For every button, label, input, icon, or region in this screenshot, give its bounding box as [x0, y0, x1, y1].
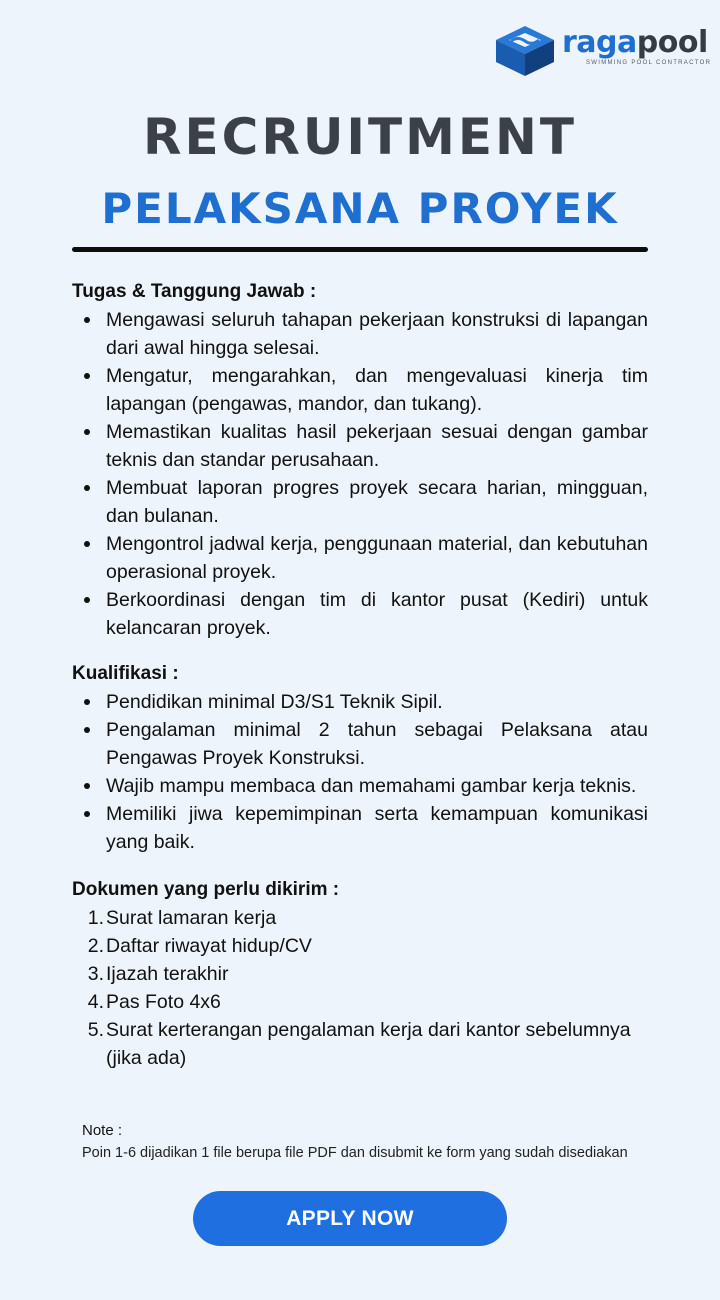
- bullet-icon: [84, 699, 90, 705]
- dokumen-list: [72, 904, 648, 1072]
- bullet-icon: [84, 597, 90, 603]
- bullet-icon: [84, 783, 90, 789]
- logo-tagline: SWIMMING POOL CONTRACTOR: [586, 60, 712, 66]
- note-title: Note :: [82, 1122, 123, 1139]
- list-item: Mengawasi seluruh tahapan pekerjaan konstruksi di lapangan dari awal hingga selesai.: [72, 306, 648, 362]
- section-kualifikasi: [72, 660, 648, 856]
- list-item: Berkoordinasi dengan tim di kantor pusat (Kediri) untuk kelancaran proyek.: [72, 586, 648, 642]
- note-text: Poin 1-6 dijadikan 1 file berupa file PDF dan disubmit ke form yang sudah disediakan: [82, 1145, 628, 1161]
- list-item: 4. Pas Foto 4x6: [87, 991, 221, 1013]
- bullet-icon: [84, 373, 90, 379]
- note: [82, 1120, 648, 1164]
- apply-now-button[interactable]: APPLY NOW: [193, 1191, 507, 1246]
- section-title-dokumen: Dokumen yang perlu dikirim :: [72, 879, 340, 900]
- page-title: RECRUITMENT: [142, 108, 578, 166]
- list-item: Memiliki jiwa kepemimpinan serta kemampuan komunikasi yang baik.: [72, 800, 648, 856]
- section-tugas: [72, 278, 648, 642]
- list-item: Wajib mampu membaca dan memahami gambar kerja teknis.: [72, 772, 648, 800]
- section-title-tugas: Tugas & Tanggung Jawab :: [72, 281, 317, 302]
- list-item: Mengatur, mengarahkan, dan mengevaluasi kinerja tim lapangan (pengawas, mandor, dan tukang).: [72, 362, 648, 418]
- bullet-icon: [84, 485, 90, 491]
- list-item: Memastikan kualitas hasil pekerjaan sesuai dengan gambar teknis dan standar perusahaan.: [72, 418, 648, 474]
- ragapool-logo: [494, 24, 712, 78]
- logo-wordmark: ragapool: [562, 25, 708, 60]
- list-item: 1. Surat lamaran kerja: [87, 907, 277, 929]
- bullet-icon: [84, 541, 90, 547]
- section-title-kualifikasi: Kualifikasi :: [72, 663, 179, 684]
- list-item: Membuat laporan progres proyek secara harian, mingguan, dan bulanan.: [72, 474, 648, 530]
- list-item: Pengalaman minimal 2 tahun sebagai Pelaksana atau Pengawas Proyek Konstruksi.: [72, 716, 648, 772]
- job-details: [72, 278, 648, 1072]
- list-item: Pendidikan minimal D3/S1 Teknik Sipil.: [72, 688, 648, 716]
- list-item: 3. Ijazah terakhir: [87, 963, 229, 985]
- kualifikasi-list: [72, 688, 648, 856]
- list-item: Mengontrol jadwal kerja, penggunaan material, dan kebutuhan operasional proyek.: [72, 530, 648, 586]
- bullet-icon: [84, 429, 90, 435]
- list-item: 2. Daftar riwayat hidup/CV: [87, 935, 312, 957]
- bullet-icon: [84, 727, 90, 733]
- bullet-icon: [84, 811, 90, 817]
- list-item: 5. Surat kerterangan pengalaman kerja dari kantor sebelumnya (jika ada): [87, 1019, 631, 1069]
- section-dokumen: [72, 876, 648, 1072]
- tugas-list: [72, 306, 648, 642]
- bullet-icon: [84, 317, 90, 323]
- job-title: PELAKSANA PROYEK: [101, 184, 619, 233]
- title-divider: [72, 247, 648, 252]
- pool-cube-logo-icon: [494, 24, 556, 78]
